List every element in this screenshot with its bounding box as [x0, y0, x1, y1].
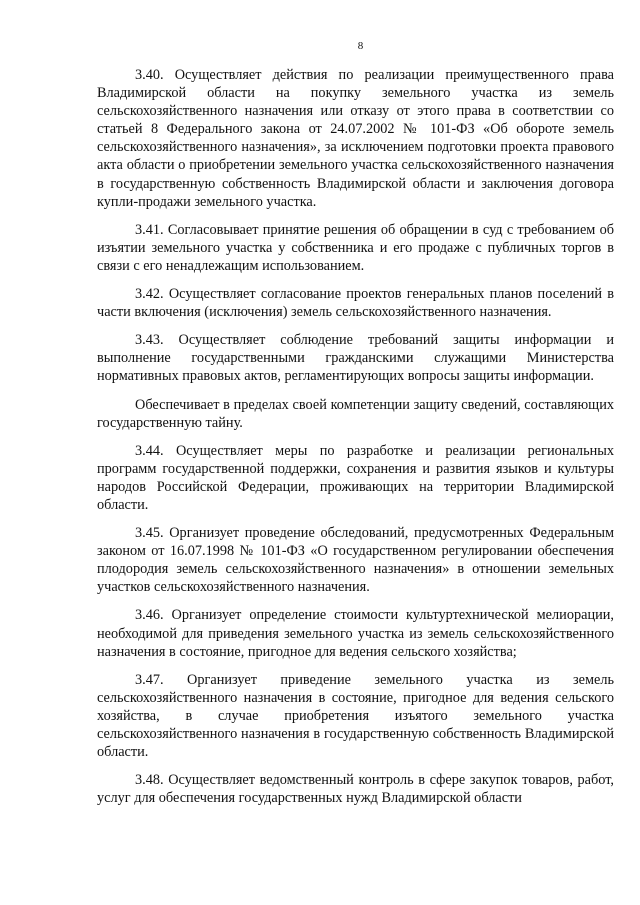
- paragraph-3-47: 3.47. Организует приведение земельного участка из земель сельскохозяйственного назначения в состояние, пригодное для ведения сельского хозяйства, в случае приобретения изъятого земельного участка сельскохозяйственного назначения в государственную собственность Владимирской области.: [97, 671, 614, 761]
- paragraph-3-42: 3.42. Осуществляет согласование проектов генеральных планов поселений в части включения (исключения) земель сельскохозяйственного назначения.: [97, 286, 614, 321]
- paragraph-3-43: 3.43. Осуществляет соблюдение требований защиты информации и выполнение государственными гражданскими служащими Министерства нормативных правовых актов, регламентирующих вопросы защиты информации.: [97, 332, 614, 385]
- paragraph-3-40: 3.40. Осуществляет действия по реализации преимущественного права Владимирской области на покупку земельного участка из земель сельскохозяйственного назначения или отказу от этого права в соответствии со статьей 8 Федерального закона от 24.07.2002 № 101-ФЗ «Об обороте земель сельскохозяйственного назначения», за исключением подготовки проекта правового акта области о приобретении земельного участка сельскохозяйственного назначения в государственную собственность Владимирской области и заключения договора купли-продажи земельного участка.: [97, 67, 614, 210]
- paragraph-3-45: 3.45. Организует проведение обследований, предусмотренных Федеральным законом от 16.07.1998 № 101-ФЗ «О государственном регулировании обеспечения плодородия земель сельскохозяйственного назначения» в отношении земельных участков сельскохозяйственного назначения.: [97, 525, 614, 596]
- paragraph-3-46: 3.46. Организует определение стоимости культуртехнической мелиорации, необходимой для приведения земельного участка из земель сельскохозяйственного назначения в состояние, пригодное для ведения сельского хозяйства;: [97, 607, 614, 660]
- page-number: 8: [357, 40, 364, 52]
- paragraph-3-44: 3.44. Осуществляет меры по разработке и реализации региональных программ государственной поддержки, сохранения и развития языков и культуры народов Российской Федерации, проживающих на территории Владимирской области.: [97, 442, 614, 513]
- paragraph-state-secret: Обеспечивает в пределах своей компетенции защиту сведений, составляющих государственную тайну.: [97, 396, 614, 431]
- paragraph-3-48: 3.48. Осуществляет ведомственный контроль в сфере закупок товаров, работ, услуг для обеспечения государственных нужд Владимирской области: [97, 772, 614, 807]
- paragraph-3-41: 3.41. Согласовывает принятие решения об обращении в суд с требованием об изъятии земельного участка у собственника и его продаже с публичных торгов в связи с его ненадлежащим использованием.: [97, 221, 614, 274]
